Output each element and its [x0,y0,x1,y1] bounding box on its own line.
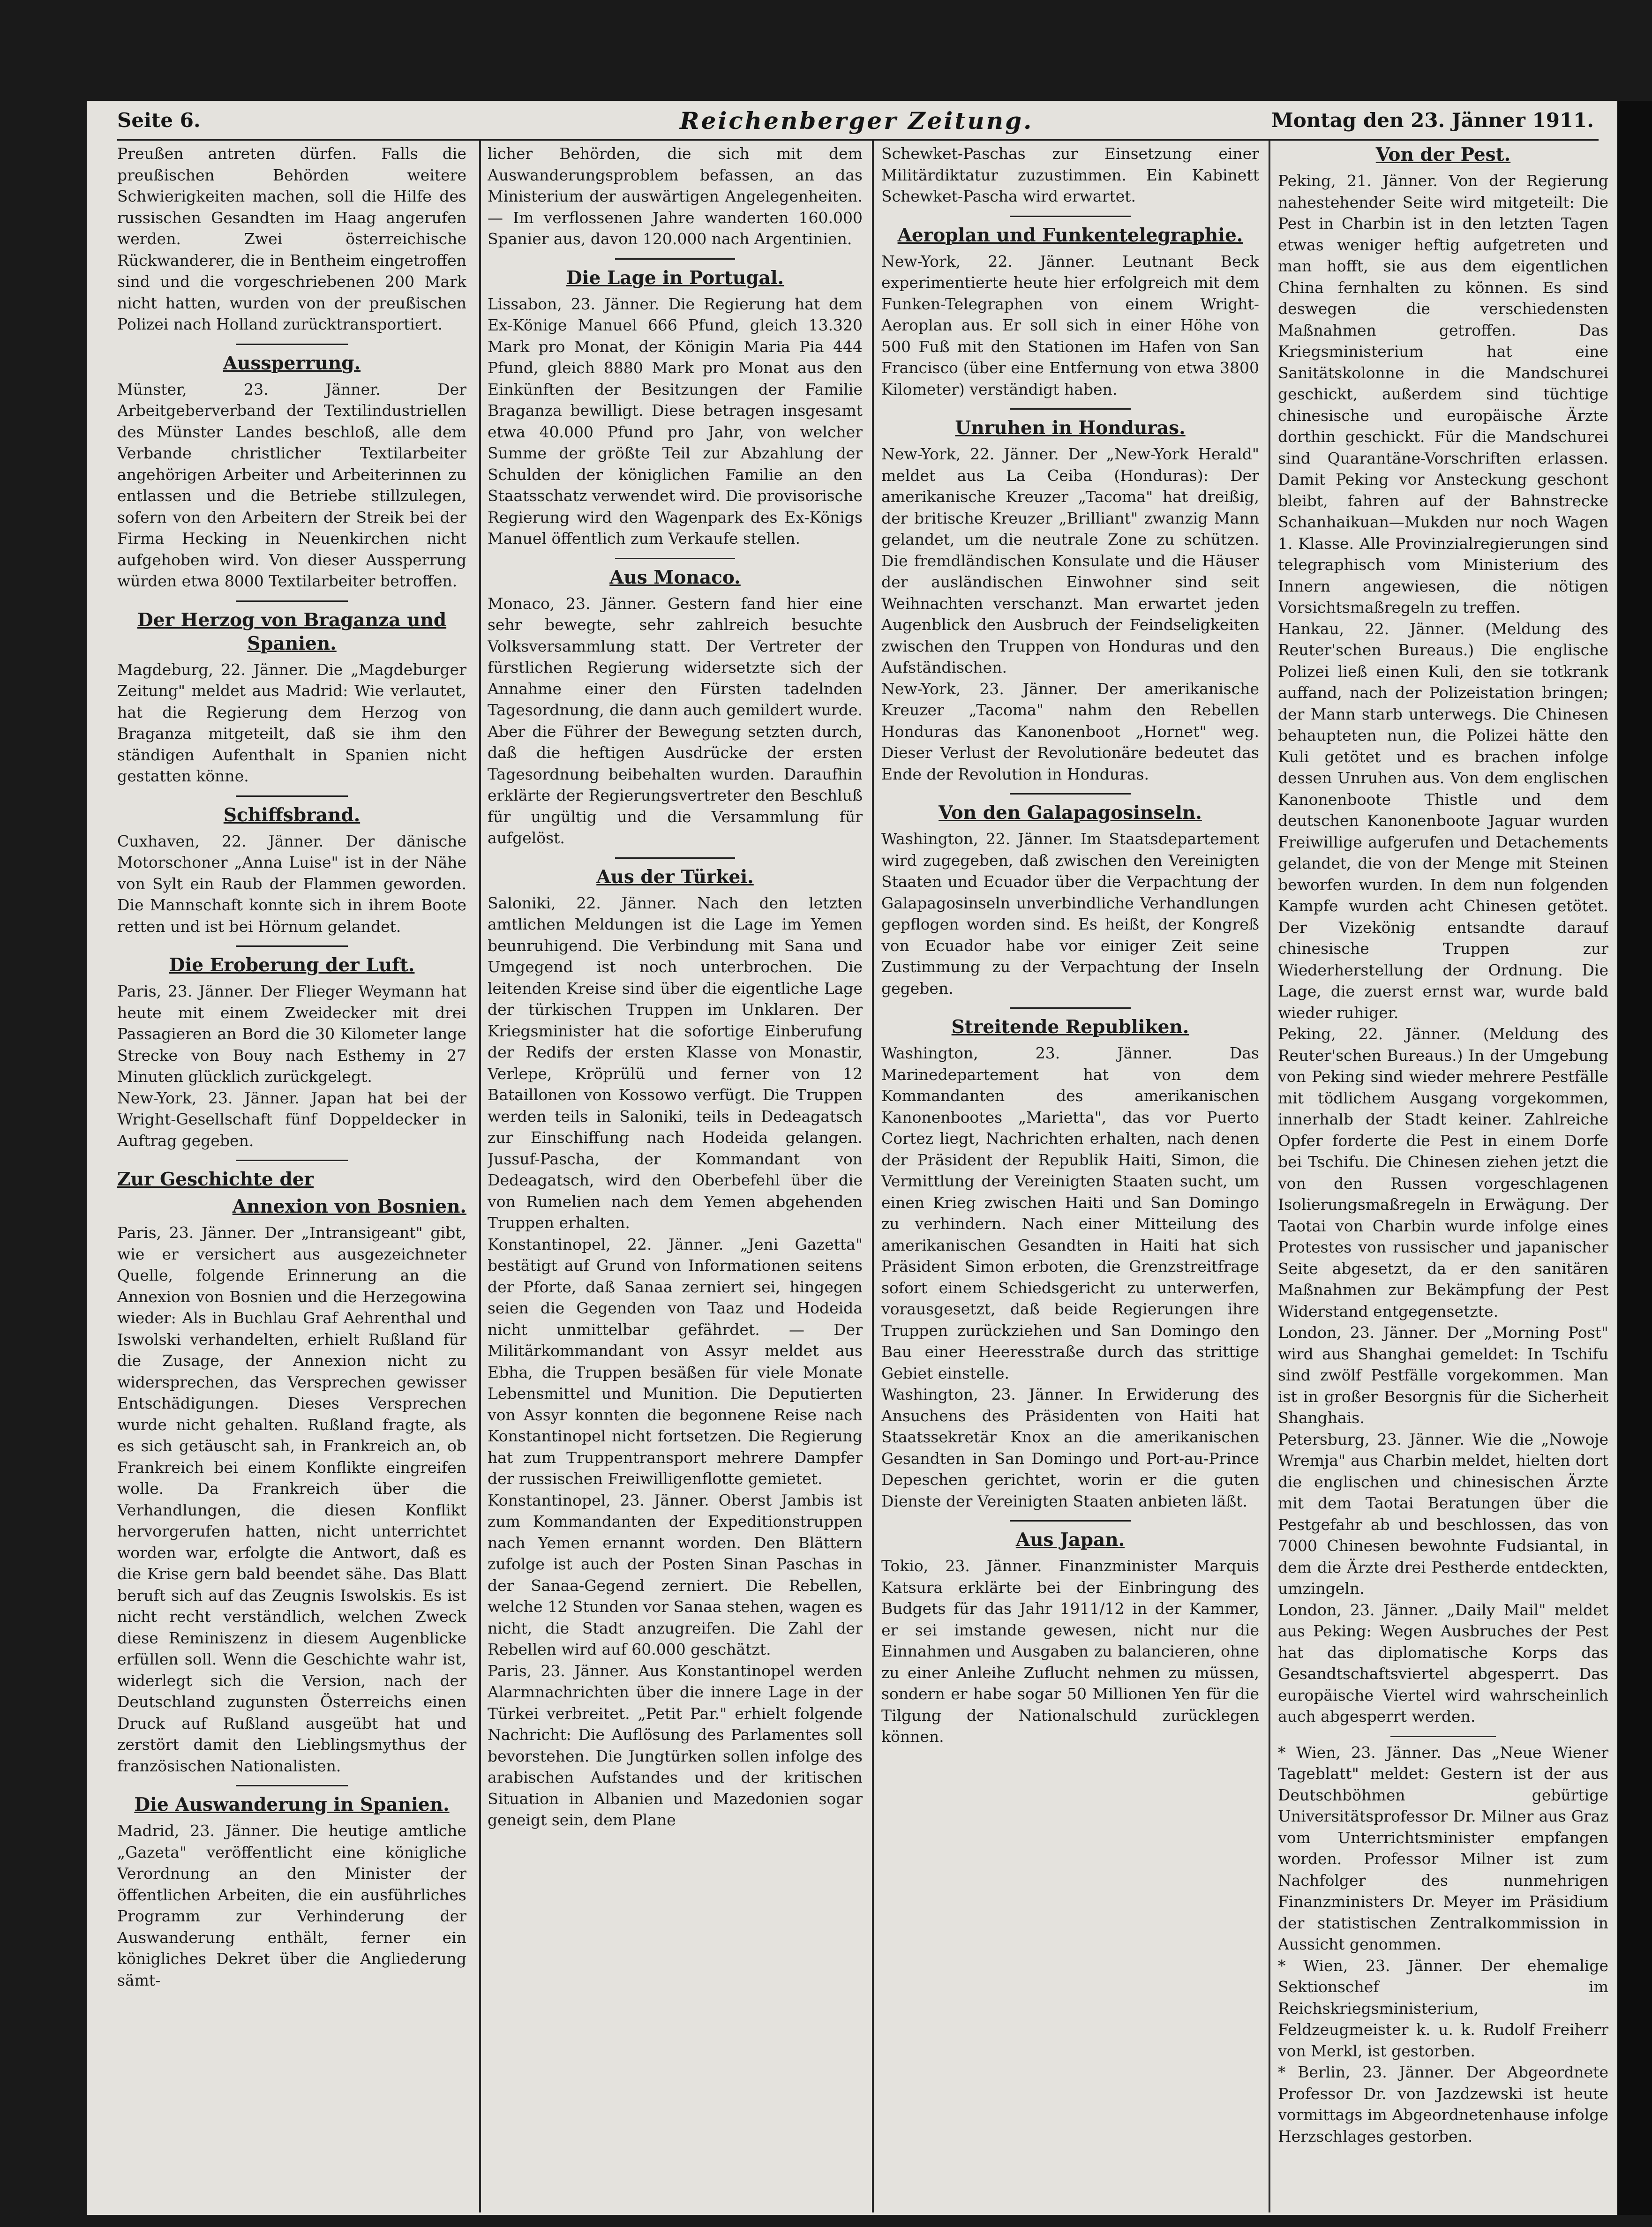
article-text: licher Behörden, die sich mit dem Auswanderungsproblem befassen, an das Ministerium der auswärtigen Angelegenheiten. — Im verflossenen Jahre wanderten 160.000 Spanier aus, davon 120.000 nach Argentinien. [488,144,863,248]
column-rule-3 [1269,141,1270,2212]
article-text: Paris, 23. Jänner. Der Flieger Weymann hat heute mit einem Zweidecker mit drei Passagieren an Bord die 30 Kilometer lange Strecke von Bouy nach Esthemy in 27 Minuten glücklich zurückgelegt. [117,982,466,1086]
article-text: Paris, 23. Jänner. Aus Konstantinopel werden Alarmnachrichten über die innere Lage in der Türkei verbreitet. „Petit Par." erhielt folgende Nachricht: Die Auflösung des Parlamentes soll bevorstehen. Die Jungtürken sollen infolge des arabischen Aufstandes und der kritischen Situation in Albanien und Mazedonien sogar geneigt sein, dem Plane [488,1661,863,1829]
article-text: London, 23. Jänner. Der „Morning Post" wird aus Shanghai gemeldet: In Tschifu sind zwölf Pestfälle vorgekommen. Man ist in großer Besorgnis für die Sicherheit Shanghais. [1278,1323,1608,1427]
article-text: Münster, 23. Jänner. Der Arbeitgeberverband der Textilindustriellen des Münster Landes beschloß, alle dem Verbande christlicher Textilarbeiter angehörigen Arbeiter und Arbeiterinnen zu entlassen und die Betriebe stillzulegen, sofern von den Arbeitern der Streik bei der Firma Hecking in Neuenkirchen nicht aufgehoben wird. Von dieser Aussperrung würden etwa 8000 Textilarbeiter betroffen. [117,380,466,590]
article-text: Schewket-Paschas zur Einsetzung einer Militärdiktatur zuzustimmen. Ein Kabinett Schewket-Pascha wird erwartet. [881,144,1259,205]
newspaper-title: Reichenberger Zeitung. [680,107,1034,135]
divider [236,795,347,797]
article-text: New-York, 22. Jänner. Leutnant Beck experimentierte heute hier erfolgreich mit dem Funken-Telegraphen von einem Wright-Aeroplan aus. Er soll sich in einer Höhe von 500 Fuß mit den Stationen im Hafen von San Francisco (über eine Entfernung von etwa 3800 Kilometer) verständigt haben. [881,252,1259,398]
article-heading: Aus Monaco. [609,566,741,588]
article-heading: Aus der Türkei. [596,866,754,888]
article-heading: Zur Geschichte der [117,1169,314,1190]
article-text: New-York, 22. Jänner. Der „New-York Herald" meldet aus La Ceiba (Honduras): Der amerikanische Kreuzer „Tacoma" hat dreißig, der britische Kreuzer „Brilliant" zwanzig Mann gelandet, um die neutrale Zone zu schützen. Die fremdländischen Konsulate und die Häuser der ausländischen Einwohner sind seit Weihnachten verschanzt. Man erwartet jeden Augenblick den Ausbruch der Feindseligkeiten zwischen den Truppen von Honduras und den Aufständischen. [881,445,1259,676]
divider [1390,1736,1496,1737]
article-text: Paris, 23. Jänner. Der „Intransigeant" gibt, wie er versichert aus ausgezeichneter Quelle, folgende Erinnerung an die Annexion von Bosnien und die Herzegowina wieder: Als in Buchlau Graf Aehrenthal und Iswolski verhandelten, erhielt Rußland für die Zusage, der Annexion nicht zu widersprechen, das Versprechen gewisser Entschädigungen. Dieses Versprechen wurde nicht gehalten. Rußland fragte, als es sich getäuscht sah, in Frankreich an, ob Frankreich bei einem Konflikte eingreifen wolle. Da Frankreich über die Verhandlungen, die diesen Konflikt hervorgerufen hatten, nicht unterrichtet worden war, erfolgte die Antwort, daß es die Krise gern bald beendet sähe. Das Blatt beruft sich auf das Zeugnis Iswolskis. Es ist nicht recht verständlich, welchen Zweck diese Reminiszenz in diesem Augenblicke erfüllen soll. Wenn die Geschichte wahr ist, widerlegt sich die Version, nach der Deutschland zugunsten Österreichs einen Druck auf Rußland ausgeübt hat und zerstört damit den Lieblingsmythus der französischen Nationalisten. [117,1223,466,1775]
article-heading: Von der Pest. [1375,144,1511,165]
column-rule-2 [872,141,874,2212]
article-text: New-York, 23. Jänner. Japan hat bei der Wright-Gesellschaft fünf Doppeldecker in Auftrag gegeben. [117,1088,466,1150]
divider [615,258,735,260]
article-heading: Von den Galapagosinseln. [939,802,1202,824]
article-heading: Aus Japan. [1015,1529,1125,1551]
divider [1010,1007,1131,1009]
article-text: Peking, 21. Jänner. Von der Regierung nahestehender Seite wird mitgeteilt: Die Pest in Charbin ist in den letzten Tagen etwas weniger heftig aufgetreten und man hofft, sie aus dem eigentlichen China fernhalten zu können. Es sind deswegen die verschiedensten Maßnahmen getroffen. Das Kriegsministerium hat eine Sanitätskolonne in die Mandschurei geschickt, außerdem sind tüchtige chinesische und europäische Ärzte dorthin geschickt. Für die Mandschurei sind Quarantäne-Vorschriften erlassen. Damit Peking vor Ansteckung geschont bleibt, fahren auf der Bahnstrecke Schanhaikuan—Mukden nur noch Wagen 1. Klasse. Alle Provinzialregierungen sind telegraphisch vom Ministerium des Innern angewiesen, die nötigen Vorsichtsmaßregeln zu treffen. [1278,172,1608,616]
article-text: Madrid, 23. Jänner. Die heutige amtliche „Gazeta" veröffentlicht eine königliche Verordnung an den Minister der öffentlichen Arbeiten, die ein ausführliches Programm zur Verhinderung der Auswanderung enthält, ferner ein königliches Dekret über die Angliederung sämt- [117,1822,466,1989]
article-text: London, 23. Jänner. „Daily Mail" meldet aus Peking: Wegen Ausbruches der Pest hat das diplomatische Korps das Gesandtschaftsviertel abgesperrt. Das europäische Viertel wird wahrscheinlich auch abgesperrt werden. [1278,1600,1608,1725]
article-text: * Berlin, 23. Jänner. Der Abgeordnete Professor Dr. von Jazdzewski ist heute vormittags im Abgeordnetenhause infolge Herzschlages gestorben. [1278,2063,1608,2145]
page-header [117,109,1594,136]
article-text: Preußen antreten dürfen. Falls die preußischen Behörden weitere Schwierigkeiten machen, soll die Hilfe des russischen Gesandten im Haag angerufen werden. Zwei österreichische Rückwanderer, die in Bentheim eingetroffen sind und die vorgeschriebenen 200 Mark nicht hatten, wurden von der preußischen Polizei nach Holland zurücktransportiert. [117,144,466,333]
divider [236,1160,347,1161]
article-text: Konstantinopel, 23. Jänner. Oberst Jambis ist zum Kommandanten der Expeditionstruppen nach Yemen ernannt worden. Den Blättern zufolge ist auch der Posten Sinan Paschas in der Sanaa-Gegend zerniert. Die Rebellen, welche 12 Stunden vor Sanaa stehen, wagen es nicht, die Stadt anzugreifen. Die Zahl der Rebellen wird auf 60.000 geschätzt. [488,1491,863,1658]
article-text: Hankau, 22. Jänner. (Meldung des Reuter'schen Bureaus.) Die englische Polizei ließ einen Kuli, den sie totkrank auffand, nach der Polizeistation bringen; der Mann starb unterwegs. Die Chinesen behaupteten nun, die Polizei hätte den Kuli getötet und es brachen infolge dessen Unruhen aus. Von dem englischen Kanonenboote Thistle und dem deutschen Kanonenboote Jaguar wurden Freiwillige aufgerufen und Detachements gelandet, die von der Menge mit Steinen beworfen wurden. In dem nun folgenden Kampfe wurden acht Chinesen getötet. Der Vizekönig entsandte darauf chinesische Truppen zur Wiederherstellung der Ordnung. Die Lage, die zuerst ernst war, wurde bald wieder ruhiger. [1278,619,1608,1022]
article-text: Petersburg, 23. Jänner. Wie die „Nowoje Wremja" aus Charbin meldet, hielten dort die englischen und chinesischen Ärzte mit dem Taotai Beratungen über die Pestgefahr ab und beschlossen, das von 7000 Chinesen bewohnte Fudsiantal, in dem die Ärzte drei Pestherde entdeckten, umzingeln. [1278,1430,1608,1597]
article-heading: Die Eroberung der Luft. [169,954,415,976]
article-text: Washington, 23. Jänner. Das Marinedepartement hat von dem Kommandanten des amerikanischen Kanonenbootes „Marietta", das vor Puerto Cortez liegt, Nachrichten erhalten, nach denen der Präsident der Republik Haiti, Simon, die Vermittlung der Vereinigten Staaten sucht, um einen Krieg zwischen Haiti und San Domingo zu verhindern. Nach einer Mitteilung des amerikanischen Gesandten in Haiti hat sich Präsident Simon erboten, die Grenzstreitfrage sofort einem Schiedsgericht zu unterwerfen, vorausgesetzt, daß beide Regierungen ihre Truppen zurückziehen und San Domingo den Bau einer Heeresstraße durch das strittige Gebiet einstelle. [881,1044,1259,1382]
article-text: Saloniki, 22. Jänner. Nach den letzten amtlichen Meldungen ist die Lage im Yemen beunruhigend. Die Verbindung mit Sana und Umgegend ist noch unterbrochen. Die leitenden Kreise sind über die eigentliche Lage der türkischen Truppen im Unklaren. Der Kriegsminister hat die sofortige Einberufung der Redifs der ersten Klasse von Monastir, Verlepe, Kröprülü und ferner von 12 Bataillonen von Kossowo verfügt. Die Truppen werden teils in Saloniki, teils in Dedeagatsch zur Einschiffung nach Hodeida gelangen. Jussuf-Pascha, der Kommandant von Dedeagatsch, wird den Oberbefehl über die von Rumelien nach dem Yemen abgehenden Truppen erhalten. [488,893,863,1232]
article-text: Cuxhaven, 22. Jänner. Der dänische Motorschoner „Anna Luise" ist in der Nähe von Sylt ein Raub der Flammen geworden. Die Mannschaft konnte sich in ihrem Boote retten und ist bei Hörnum gelandet. [117,832,466,936]
divider [236,344,347,345]
article-heading: Annexion von Bosnien. [232,1196,466,1217]
article-text: Washington, 23. Jänner. In Erwiderung des Ansuchens des Präsidenten von Haiti hat Staatssekretär Knox an die amerikanischen Gesandten in San Domingo und Port-au-Prince Depeschen gerichtet, worin er die guten Dienste der Vereinigten Staaten anbieten läßt. [881,1385,1259,1510]
article-text: Monaco, 23. Jänner. Gestern fand hier eine sehr bewegte, sehr zahlreich besuchte Volksversammlung statt. Der Vertreter der fürstlichen Regierung widersetzte sich der Annahme einer den Fürsten tadelnden Tagesordnung, die dann auch gemildert wurde. Aber die Führer der Bewegung setzten durch, daß die heftigen Ausdrücke der ersten Tagesordnung beibehalten wurden. Daraufhin erklärte der Regierungsvertreter den Beschluß für ungültig und die Versammlung für aufgelöst. [488,594,863,847]
article-heading: Der Herzog von Braganza und Spanien. [137,609,447,654]
article-text: * Wien, 23. Jänner. Das „Neue Wiener Tageblatt" meldet: Gestern ist der aus Deutschböhmen gebürtige Universitätsprofessor Dr. Milner aus Graz vom Unterrichtsminister empfangen worden. Professor Milner ist zum Nachfolger des nunmehrigen Finanzministers Dr. Meyer im Präsidium der statistischen Zentralkommission in Aussicht genommen. [1278,1743,1608,1953]
divider [1010,1520,1131,1522]
divider [1010,793,1131,795]
column-2 [488,143,863,2210]
divider [236,600,347,602]
column-4 [1278,143,1608,2210]
issue-date: Montag den 23. Jänner 1911. [1271,109,1594,132]
column-3 [881,143,1259,2210]
column-1 [117,143,466,2210]
column-rule-1 [479,141,481,2212]
article-text: Konstantinopel, 22. Jänner. „Jeni Gazetta" bestätigt auf Grund von Informationen seitens der Pforte, daß Sanaa zerniert sei, hingegen seien die Gegenden von Taaz und Hodeida nicht unmittelbar gefährdet. — Der Militärkommandant von Assyr meldet aus Ebha, die Truppen besäßen für viele Monate Lebensmittel und Munition. Die Deputierten von Assyr konnten die begonnene Reise nach Konstantinopel nicht fortsetzen. Die Regierung hat zum Truppentransport mehrere Dampfer der russischen Freiwilligenflotte gemietet. [488,1235,863,1488]
scan-edge [1617,101,1652,2215]
header-rule [117,139,1599,141]
divider [615,857,735,859]
article-heading: Die Lage in Portugal. [566,267,784,289]
divider [1010,216,1131,217]
article-text: * Wien, 23. Jänner. Der ehemalige Sektionschef im Reichskriegsministerium, Feldzeugmeister k. u. k. Rudolf Freiherr von Merkl, ist gestorben. [1278,1956,1608,2060]
article-heading: Unruhen in Honduras. [955,417,1186,439]
divider [236,945,347,947]
article-heading: Schiffsbrand. [223,804,360,826]
divider [1010,408,1131,410]
article-text: New-York, 23. Jänner. Der amerikanische Kreuzer „Tacoma" nahm den Rebellen Honduras das Kanonenboot „Hornet" weg. Dieser Verlust der Revolutionäre bedeutet das Ende der Revolution in Honduras. [881,679,1259,783]
article-heading: Aeroplan und Funkentelegraphie. [897,224,1243,246]
article-heading: Aussperrung. [223,352,361,374]
divider [236,1785,347,1786]
article-text: Peking, 22. Jänner. (Meldung des Reuter'schen Bureaus.) In der Umgebung von Peking sind wieder mehrere Pestfälle mit tödlichem Ausgang vorgekommen, innerhalb der Stadt keiner. Zahlreiche Opfer forderte die Pest in einem Dorfe bei Tschifu. Die Chinesen ziehen jetzt die von den Russen vorgeschlagenen Isolierungsmaßregeln in Erwägung. Der Taotai von Charbin wurde infolge eines Protestes von russischer und japanischer Seite abgesetzt, da er den sanitären Maßnahmen zur Bekämpfung der Pest Widerstand entgegensetzte. [1278,1025,1608,1320]
article-text: Magdeburg, 22. Jänner. Die „Magdeburger Zeitung" meldet aus Madrid: Wie verlautet, hat die Regierung dem Herzog von Braganza mitgeteilt, daß sie ihm den ständigen Aufenthalt in Spanien nicht gestatten könne. [117,660,466,785]
article-text: Tokio, 23. Jänner. Finanzminister Marquis Katsura erklärte bei der Einbringung des Budgets für das Jahr 1911/12 in der Kammer, er sei imstande gewesen, nicht nur die Einnahmen und Ausgaben zu balancieren, ohne zu einer Anleihe Zuflucht nehmen zu müssen, sondern er habe sogar 50 Millionen Yen für die Tilgung der Nationalschuld zurücklegen können. [881,1557,1259,1746]
article-text: Lissabon, 23. Jänner. Die Regierung hat dem Ex-Könige Manuel 666 Pfund, gleich 13.320 Mark pro Monat, der Königin Maria Pia 444 Pfund, gleich 8880 Mark pro Monat aus den Einkünften der Besitzungen der Familie Braganza bewilligt. Diese betragen insgesamt etwa 40.000 Pfund pro Jahr, von welcher Summe der größte Teil zur Abzahlung der Schulden der königlichen Familie an den Staatsschatz verwendet wird. Die provisorische Regierung wird den Wagenpark des Ex-Königs Manuel öffentlich zum Verkaufe stellen. [488,294,863,547]
article-heading: Streitende Republiken. [951,1016,1189,1038]
article-text: Washington, 22. Jänner. Im Staatsdepartement wird zugegeben, daß zwischen den Vereinigten Staaten und Ecuador über die Verpachtung der Galapagosinseln unverbindliche Verhandlungen gepflogen worden sind. Es heißt, der Kongreß von Ecuador habe vor einiger Zeit seine Zustimmung zu der Verpachtung der Inseln gegeben. [881,830,1259,997]
page-number: Seite 6. [117,109,201,132]
article-heading: Die Auswanderung in Spanien. [134,1794,450,1815]
divider [615,558,735,559]
